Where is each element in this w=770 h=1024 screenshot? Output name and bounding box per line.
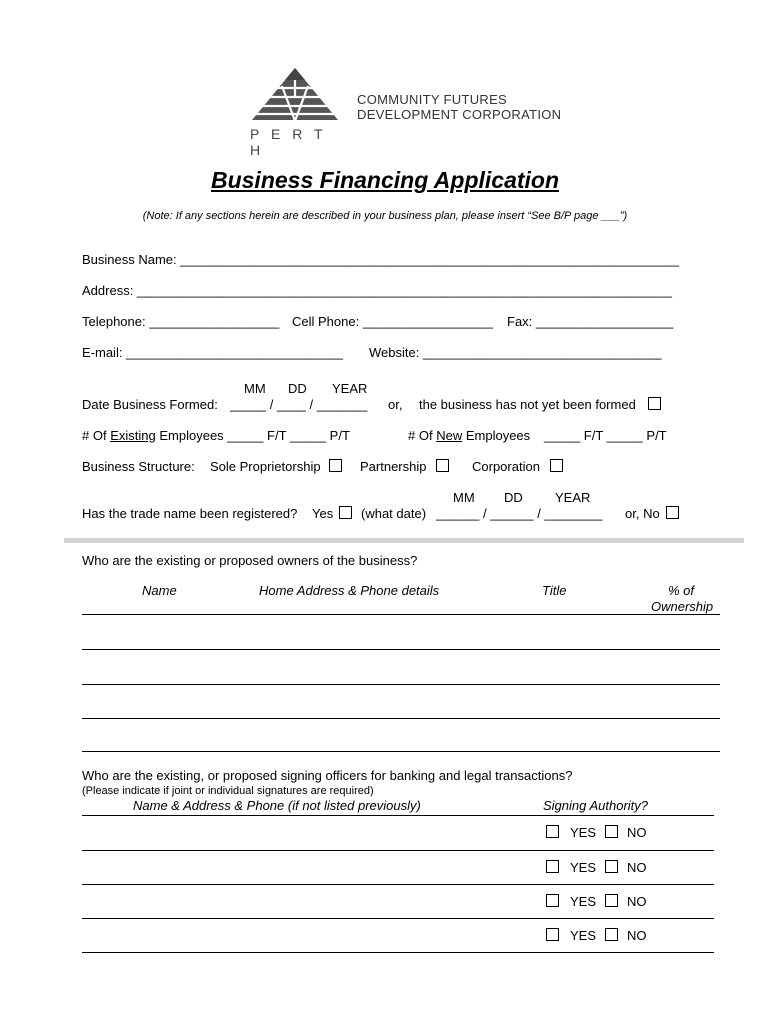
officer-no-checkbox[interactable]: [605, 860, 618, 873]
not-formed-label: the business has not yet been formed: [419, 397, 636, 412]
officers-question: Who are the existing, or proposed signing officers for banking and legal transactions?: [82, 768, 573, 783]
corporation-label: Corporation: [472, 459, 540, 474]
date-year-label: YEAR: [332, 381, 368, 396]
new-prefix: # Of: [408, 428, 433, 443]
date-formed-label: Date Business Formed:: [82, 397, 218, 412]
section-divider: [64, 538, 744, 543]
officer-no-label: NO: [627, 894, 647, 909]
trade-dd-label: DD: [504, 490, 523, 505]
officer-no-checkbox[interactable]: [605, 928, 618, 941]
trade-date-field[interactable]: ______ / ______ / ________: [436, 506, 603, 521]
new-suffix: Employees: [465, 428, 531, 443]
owners-col-pct-line1: % of: [668, 583, 695, 598]
structure-label: Business Structure:: [82, 459, 195, 474]
existing-prefix: # Of: [82, 428, 107, 443]
officer-yes-checkbox[interactable]: [546, 894, 559, 907]
officer-yes-checkbox[interactable]: [546, 928, 559, 941]
existing-word: Existing: [110, 428, 156, 443]
owners-col-address: Home Address & Phone details: [259, 583, 440, 598]
owners-row-line[interactable]: [82, 684, 720, 685]
officers-note: (Please indicate if joint or individual signatures are required): [82, 785, 374, 797]
trade-yes-label: Yes: [312, 506, 334, 521]
owners-row-line[interactable]: [82, 751, 720, 752]
trade-name-question: Has the trade name been registered?: [82, 506, 298, 521]
owners-row-line[interactable]: [82, 614, 720, 615]
officer-no-label: NO: [627, 928, 647, 943]
new-employees-label: [408, 428, 530, 443]
not-formed-checkbox[interactable]: [648, 397, 661, 410]
officer-no-checkbox[interactable]: [605, 894, 618, 907]
owners-row-line[interactable]: [82, 718, 720, 719]
officer-yes-label: YES: [570, 860, 597, 875]
trade-what-date-label: (what date): [361, 506, 427, 521]
logo-mountain-icon: [250, 66, 340, 122]
officer-row-line[interactable]: [82, 952, 714, 953]
date-mm-label: MM: [244, 381, 266, 396]
officer-row-line[interactable]: [82, 884, 714, 885]
officer-yes-label: YES: [570, 825, 597, 840]
officer-yes-label: YES: [570, 894, 597, 909]
date-formed-field[interactable]: _____ / ____ / _______: [230, 397, 368, 412]
sole-proprietorship-label: Sole Proprietorship: [210, 459, 321, 474]
telephone-field[interactable]: Telephone: __________________: [82, 314, 280, 329]
owners-col-pct-line2: Ownership: [651, 599, 714, 614]
new-word: New: [436, 428, 463, 443]
trade-no-checkbox[interactable]: [666, 506, 679, 519]
page-title: Business Financing Application: [210, 167, 560, 193]
address-field[interactable]: Address: __________________________________________________________________________: [82, 283, 672, 298]
date-dd-label: DD: [288, 381, 307, 396]
website-field[interactable]: Website: _________________________________: [369, 345, 662, 360]
officer-no-label: NO: [627, 860, 647, 875]
owners-col-name: Name: [142, 583, 177, 598]
officer-yes-checkbox[interactable]: [546, 825, 559, 838]
trade-no-label: or, No: [625, 506, 660, 521]
partnership-checkbox[interactable]: [436, 459, 449, 472]
officer-yes-checkbox[interactable]: [546, 860, 559, 873]
owners-col-title: Title: [542, 583, 567, 598]
cell-phone-field[interactable]: Cell Phone: __________________: [292, 314, 493, 329]
officers-header-line: [82, 815, 714, 816]
officer-row-line[interactable]: [82, 918, 714, 919]
partnership-label: Partnership: [360, 459, 427, 474]
officer-no-label: NO: [627, 825, 647, 840]
trade-year-label: YEAR: [555, 490, 591, 505]
email-field[interactable]: E-mail: ______________________________: [82, 345, 343, 360]
logo-org-line2: DEVELOPMENT CORPORATION: [357, 107, 562, 122]
officers-col-authority: Signing Authority?: [543, 798, 649, 813]
corporation-checkbox[interactable]: [550, 459, 563, 472]
officer-yes-label: YES: [570, 928, 597, 943]
officer-no-checkbox[interactable]: [605, 825, 618, 838]
officers-col-name: Name & Address & Phone (if not listed previously): [133, 798, 421, 813]
page-note: (Note: If any sections herein are described in your business plan, please insert “See B/P page ___”): [142, 210, 628, 222]
sole-proprietorship-checkbox[interactable]: [329, 459, 342, 472]
owners-row-line[interactable]: [82, 649, 720, 650]
date-or-text: or,: [388, 397, 403, 412]
existing-suffix: Employees _____ F/T _____ P/T: [159, 428, 350, 443]
existing-employees-field[interactable]: [82, 428, 350, 443]
new-employees-field[interactable]: _____ F/T _____ P/T: [544, 428, 667, 443]
trade-mm-label: MM: [453, 490, 475, 505]
logo-org-line1: COMMUNITY FUTURES: [357, 92, 508, 107]
officer-row-line[interactable]: [82, 850, 714, 851]
trade-yes-checkbox[interactable]: [339, 506, 352, 519]
fax-field[interactable]: Fax: ___________________: [507, 314, 674, 329]
business-name-field[interactable]: Business Name: _____________________________________________________________________: [82, 252, 680, 267]
logo: [250, 66, 340, 158]
owners-question: Who are the existing or proposed owners of the business?: [82, 553, 418, 568]
logo-city: P E R T H: [250, 126, 327, 158]
